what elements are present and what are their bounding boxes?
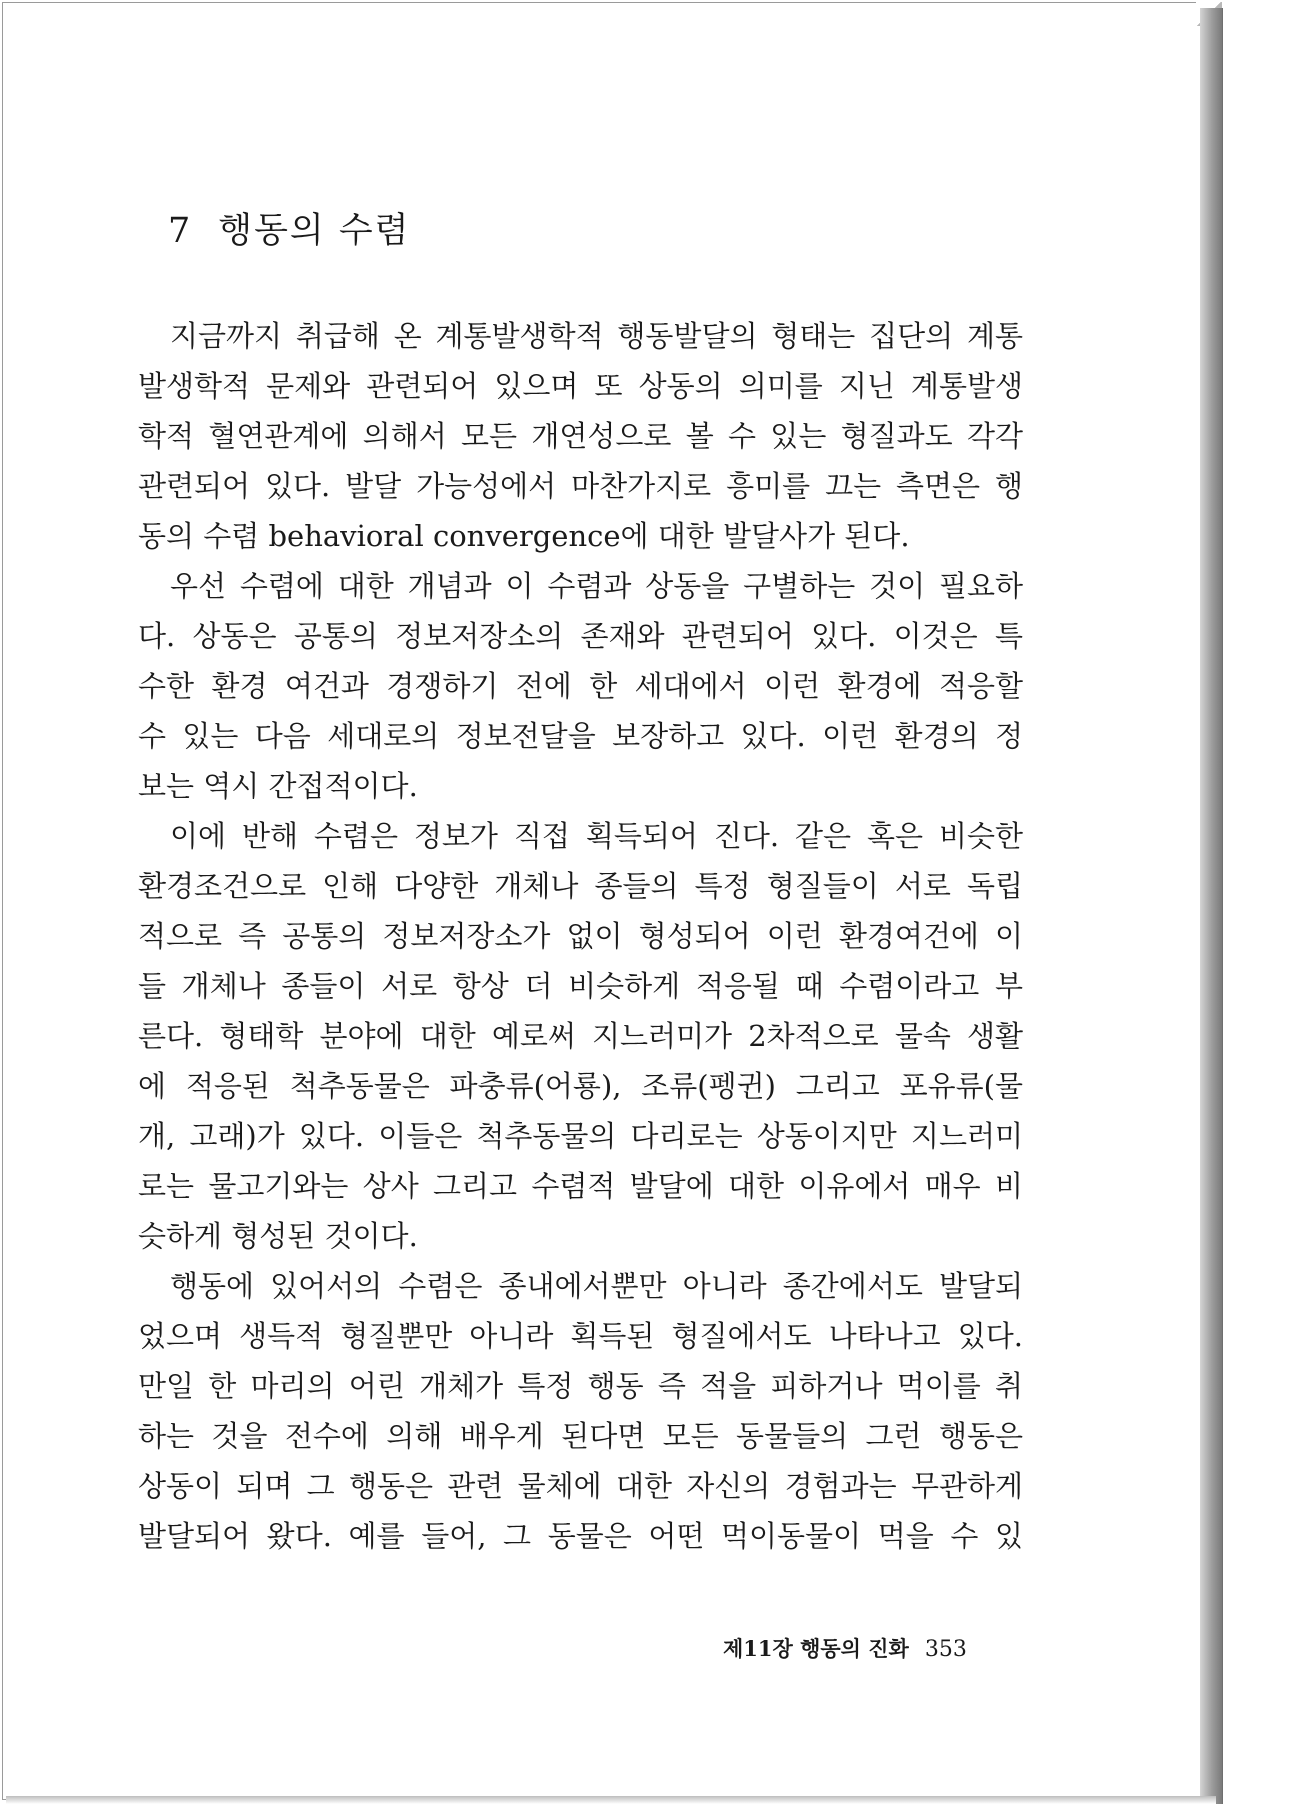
text-line: 개, 고래)가 있다. 이들은 척추동물의 다리로는 상동이지만 지느러미 (138, 1119, 1023, 1153)
text-line: 보는 역시 간접적이다. (138, 769, 418, 803)
page-shadow (6, 1796, 1216, 1804)
text-line: 관련되어 있다. 발달 가능성에서 마찬가지로 흥미를 끄는 측면은 행 (138, 469, 1023, 503)
text-line: 수 있는 다음 세대로의 정보전달을 보장하고 있다. 이런 환경의 정 (138, 719, 1023, 753)
book-page (2, 2, 1212, 1800)
text-line: 이에 반해 수렴은 정보가 직접 획득되어 진다. 같은 혹은 비슷한 (170, 819, 1023, 853)
section-number: 7 (168, 211, 193, 251)
text-line: 발생학적 문제와 관련되어 있으며 또 상동의 의미를 지닌 계통발생 (138, 369, 1023, 403)
text-line: 다. 상동은 공통의 정보저장소의 존재와 관련되어 있다. 이것은 특 (138, 619, 1023, 653)
text-line: 환경조건으로 인해 다양한 개체나 종들의 특정 형질들이 서로 독립 (138, 869, 1023, 903)
text-line: 들 개체나 종들이 서로 항상 더 비슷하게 적응될 때 수렴이라고 부 (138, 969, 1023, 1003)
section-title: 행동의 수렴 (218, 211, 411, 251)
page-number: 353 (924, 1637, 967, 1662)
text-line: 었으며 생득적 형질뿐만 아니라 획득된 형질에서도 나타나고 있다. (138, 1319, 1023, 1353)
text-line: 상동이 되며 그 행동은 관련 물체에 대한 자신의 경험과는 무관하게 (138, 1469, 1023, 1503)
text-line: 우선 수렴에 대한 개념과 이 수렴과 상동을 구별하는 것이 필요하 (170, 569, 1023, 603)
text-line: 동의 수렴 behavioral convergence에 대한 발달사가 된다. (138, 519, 910, 553)
text-line: 하는 것을 전수에 의해 배우게 된다면 모든 동물들의 그런 행동은 (138, 1419, 1023, 1453)
text-line: 만일 한 마리의 어린 개체가 특정 행동 즉 적을 피하거나 먹이를 취 (138, 1369, 1023, 1403)
text-line: 발달되어 왔다. 예를 들어, 그 동물은 어떤 먹이동물이 먹을 수 있 (138, 1519, 1023, 1553)
text-line: 에 적응된 척추동물은 파충류(어룡), 조류(펭귄) 그리고 포유류(물 (138, 1069, 1023, 1103)
text-line: 지금까지 취급해 온 계통발생학적 행동발달의 형태는 집단의 계통 (170, 319, 1023, 353)
text-line: 슷하게 형성된 것이다. (138, 1219, 418, 1253)
page-stack-edge (1200, 8, 1223, 1804)
section-heading (168, 203, 410, 253)
text-line: 행동에 있어서의 수렴은 종내에서뿐만 아니라 종간에서도 발달되 (170, 1269, 1023, 1303)
text-line: 수한 환경 여건과 경쟁하기 전에 한 세대에서 이런 환경에 적응할 (138, 669, 1023, 703)
body-text (138, 311, 1023, 1561)
text-line: 적으로 즉 공통의 정보저장소가 없이 형성되어 이런 환경여건에 이 (138, 919, 1023, 953)
running-footer (723, 1633, 967, 1663)
text-line: 로는 물고기와는 상사 그리고 수렴적 발달에 대한 이유에서 매우 비 (138, 1169, 1023, 1203)
text-line: 학적 혈연관계에 의해서 모든 개연성으로 볼 수 있는 형질과도 각각 (138, 419, 1023, 453)
text-line: 른다. 형태학 분야에 대한 예로써 지느러미가 2차적으로 물속 생활 (138, 1019, 1023, 1053)
chapter-title: 제11장 행동의 진화 (723, 1636, 909, 1661)
